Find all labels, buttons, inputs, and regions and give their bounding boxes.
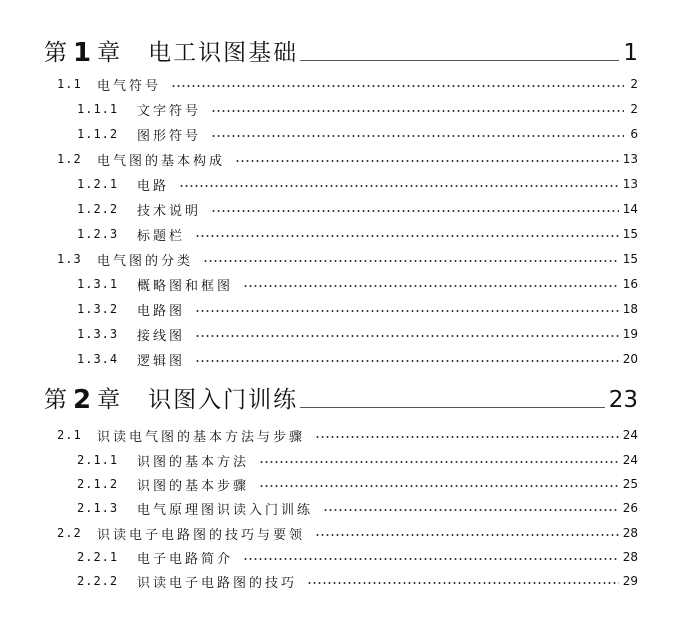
dot-leader [195, 360, 619, 362]
toc-entry-section[interactable] [57, 426, 638, 444]
entry-page-number: 20 [622, 352, 638, 366]
entry-number: 2.1.1 [77, 453, 119, 467]
dot-leader [259, 461, 619, 463]
dot-leader [203, 260, 619, 262]
chapter-prefix: 第 [44, 387, 67, 413]
chapter-1-heading[interactable] [44, 28, 638, 66]
chapter-title [44, 40, 298, 66]
entry-title: 电路 [137, 178, 170, 194]
toc-entry-subsection[interactable] [77, 275, 638, 293]
dot-leader [195, 310, 619, 312]
entry-page-number: 15 [622, 252, 638, 266]
chapter-page-number: 1 [623, 40, 638, 66]
entry-number: 1.3.2 [77, 302, 119, 316]
entry-number: 2.1.3 [77, 501, 119, 515]
dot-leader [235, 160, 619, 162]
entry-number: 1.2.3 [77, 227, 119, 241]
toc-entry-subsection[interactable] [77, 548, 638, 566]
entry-number: 2.1 [57, 428, 82, 442]
entry-title: 概略图和框图 [137, 278, 234, 294]
dot-leader [315, 534, 619, 536]
toc-entry-subsection[interactable] [77, 100, 638, 118]
entry-number: 2.2 [57, 526, 82, 540]
dot-leader [179, 185, 619, 187]
toc-entry-subsection[interactable] [77, 350, 638, 368]
entry-title: 识读电子电路图的技巧与要领 [97, 527, 306, 543]
dot-leader [323, 509, 619, 511]
entry-number: 1.1 [57, 77, 82, 91]
toc-entry-subsection[interactable] [77, 125, 638, 143]
entry-number: 1.1.2 [77, 127, 119, 141]
entry-title: 识读电气图的基本方法与步骤 [97, 429, 306, 445]
entry-number: 2.1.2 [77, 477, 119, 491]
toc-entry-subsection[interactable] [77, 499, 638, 517]
chapter-number: 2 [73, 385, 92, 415]
entry-title: 电气图的基本构成 [97, 153, 226, 169]
entry-page-number: 28 [622, 550, 638, 564]
entry-title: 文字符号 [137, 103, 202, 119]
entry-title: 识读电子电路图的技巧 [137, 575, 298, 591]
dot-leader [259, 485, 619, 487]
entry-title: 识图的基本步骤 [137, 478, 250, 494]
chapter-2-heading[interactable] [44, 375, 638, 413]
entry-title: 技术说明 [137, 203, 202, 219]
toc-entry-subsection[interactable] [77, 300, 638, 318]
chapter-number: 1 [73, 38, 92, 68]
entry-page-number: 29 [622, 574, 638, 588]
entry-page-number: 2 [630, 77, 638, 91]
entry-title: 电路图 [137, 303, 186, 319]
entry-page-number: 24 [622, 453, 638, 467]
toc-entry-section[interactable] [57, 150, 638, 168]
toc-entry-subsection[interactable] [77, 475, 638, 493]
entry-number: 1.2.1 [77, 177, 119, 191]
toc-entry-section[interactable] [57, 250, 638, 268]
toc-entry-section[interactable] [57, 75, 638, 93]
entry-number: 2.2.1 [77, 550, 119, 564]
entry-page-number: 13 [622, 152, 638, 166]
entry-title: 逻辑图 [137, 353, 186, 369]
entry-title: 接线图 [137, 328, 186, 344]
chapter-name: 识图入门训练 [148, 387, 299, 413]
dot-leader [211, 110, 624, 112]
chapter-page-number: 23 [608, 387, 638, 413]
entry-number: 2.2.2 [77, 574, 119, 588]
entry-page-number: 19 [622, 327, 638, 341]
entry-title: 电气原理图识读入门训练 [137, 502, 314, 518]
dot-leader [243, 558, 619, 560]
entry-title: 电气图的分类 [97, 253, 194, 269]
dot-leader [195, 235, 619, 237]
chapter-rule [300, 407, 605, 408]
entry-number: 1.2.2 [77, 202, 119, 216]
dot-leader [195, 335, 619, 337]
entry-page-number: 26 [622, 501, 638, 515]
dot-leader [171, 85, 624, 87]
toc-entry-subsection[interactable] [77, 451, 638, 469]
toc-entry-subsection[interactable] [77, 225, 638, 243]
entry-page-number: 18 [622, 302, 638, 316]
toc-entry-subsection[interactable] [77, 572, 638, 590]
entry-page-number: 28 [622, 526, 638, 540]
entry-title: 电气符号 [97, 78, 162, 94]
entry-number: 1.3.3 [77, 327, 119, 341]
dot-leader [211, 210, 619, 212]
entry-number: 1.3 [57, 252, 82, 266]
dot-leader [211, 135, 624, 137]
chapter-suffix: 章 [97, 40, 121, 66]
entry-number: 1.2 [57, 152, 82, 166]
dot-leader [243, 285, 619, 287]
dot-leader [307, 582, 619, 584]
chapter-name: 电工识图基础 [148, 40, 299, 66]
entry-page-number: 13 [622, 177, 638, 191]
dot-leader [315, 436, 619, 438]
entry-title: 标题栏 [137, 228, 186, 244]
toc-entry-subsection[interactable] [77, 200, 638, 218]
chapter-suffix: 章 [97, 387, 121, 413]
chapter-rule [300, 60, 619, 61]
entry-title: 电子电路简介 [137, 551, 234, 567]
entry-page-number: 6 [630, 127, 638, 141]
entry-page-number: 24 [622, 428, 638, 442]
entry-number: 1.3.4 [77, 352, 119, 366]
entry-page-number: 16 [622, 277, 638, 291]
entry-title: 图形符号 [137, 128, 202, 144]
toc-entry-subsection[interactable] [77, 175, 638, 193]
entry-page-number: 14 [622, 202, 638, 216]
chapter-title [44, 387, 298, 413]
entry-page-number: 2 [630, 102, 638, 116]
entry-page-number: 15 [622, 227, 638, 241]
entry-number: 1.1.1 [77, 102, 119, 116]
chapter-prefix: 第 [44, 40, 67, 66]
toc-entry-section[interactable] [57, 524, 638, 542]
entry-title: 识图的基本方法 [137, 454, 250, 470]
entry-number: 1.3.1 [77, 277, 119, 291]
entry-page-number: 25 [622, 477, 638, 491]
toc-entry-subsection[interactable] [77, 325, 638, 343]
